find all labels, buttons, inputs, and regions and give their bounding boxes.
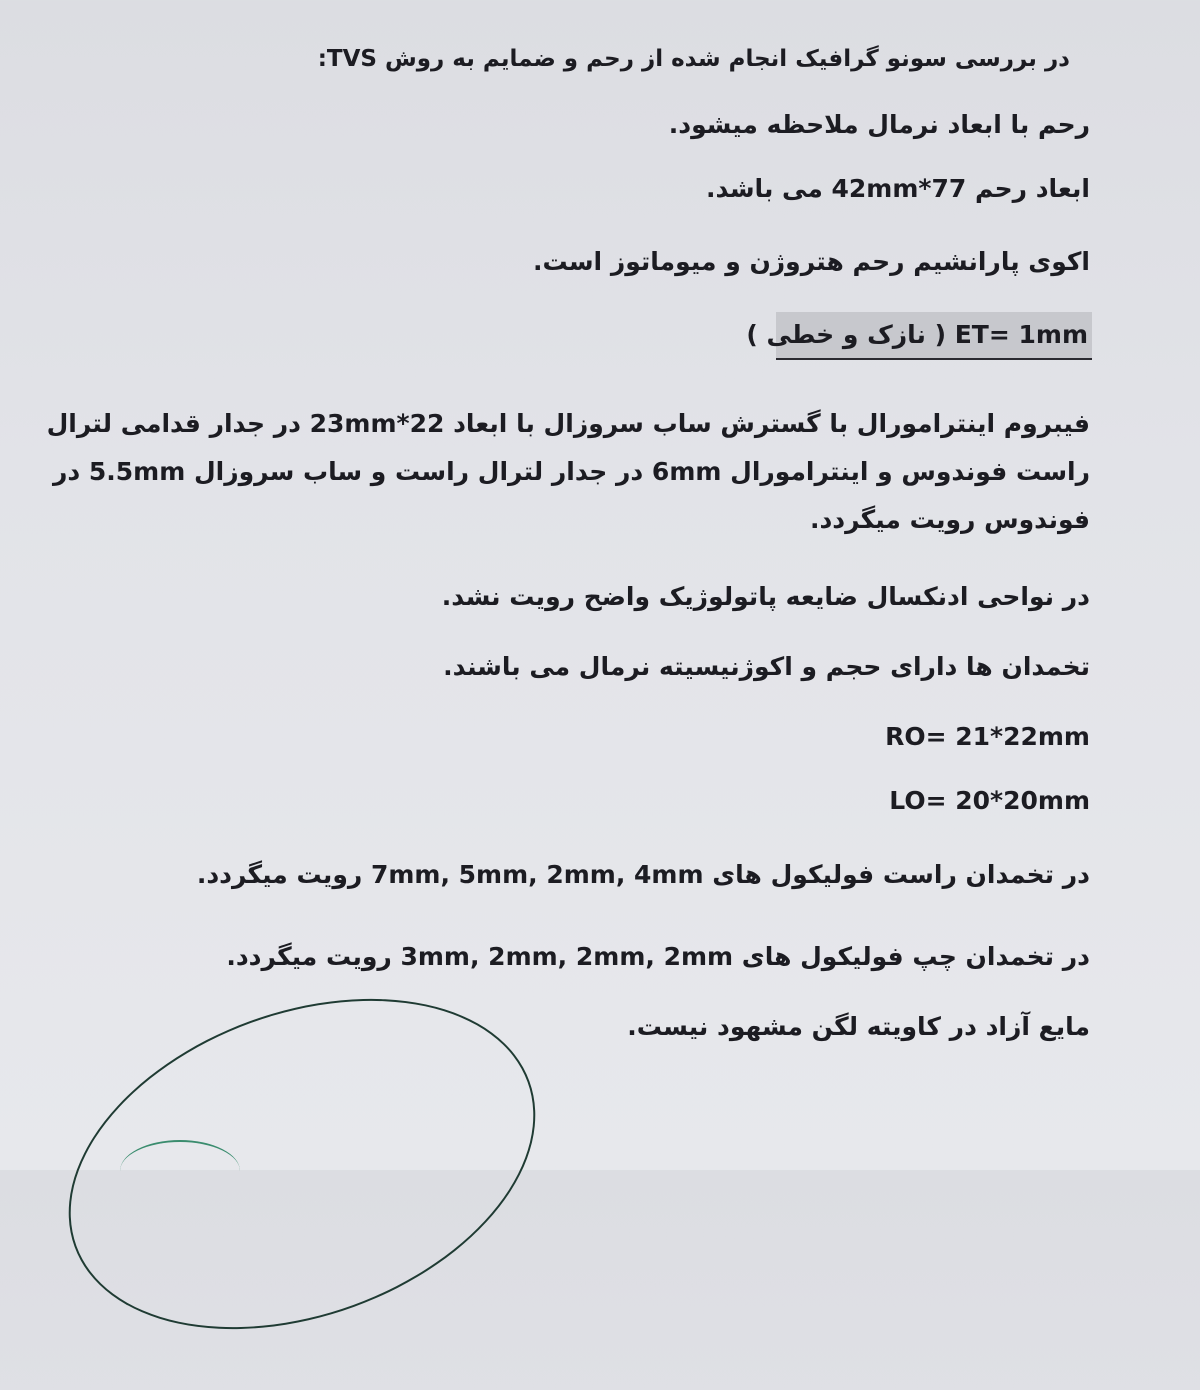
- fibroid-description: فیبروم اینترامورال با گسترش ساب سروزال با ابعاد 22*23mm در جدار قدامی لترال راست فوندوس و اینترامورال 6mm در جدار لترال راست و ساب سروزال 5.5mm در فوندوس رویت میگردد.: [46, 409, 1090, 534]
- left-ovary-size: LO= 20*20mm: [889, 786, 1090, 815]
- report-title: در بررسی سونو گرافیک انجام شده از رحم و ضمایم به روش TVS:: [317, 46, 1070, 72]
- uterus-dimensions: ابعاد رحم 77*42mm می باشد.: [706, 174, 1090, 203]
- ovaries-normal: تخمدان ها دارای حجم و اکوژنیسیته نرمال می باشند.: [443, 652, 1090, 681]
- adnexal-finding: در نواحی ادنکسال ضایعه پاتولوژیک واضح رویت نشد.: [441, 582, 1090, 611]
- signature-stamp-mark: [120, 1140, 240, 1202]
- right-ovary-follicles: در تخمدان راست فولیکول های 7mm, 5mm, 2mm, 4mm رویت میگردد.: [196, 860, 1090, 889]
- endometrial-thickness: ET= 1mm ( نازک و خطی ): [746, 320, 1088, 349]
- left-ovary-follicles: در تخمدان چپ فولیکول های 3mm, 2mm, 2mm, 2mm رویت میگردد.: [226, 942, 1090, 971]
- uterus-echo: اکوی پارانشیم رحم هتروژن و میوماتوز است.: [533, 247, 1090, 276]
- signature-stamp-outline: [23, 938, 582, 1389]
- right-ovary-size: RO= 21*22mm: [885, 722, 1090, 751]
- free-fluid: مایع آزاد در کاویته لگن مشهود نیست.: [627, 1012, 1090, 1041]
- uterus-size-normal: رحم با ابعاد نرمال ملاحظه میشود.: [668, 110, 1090, 139]
